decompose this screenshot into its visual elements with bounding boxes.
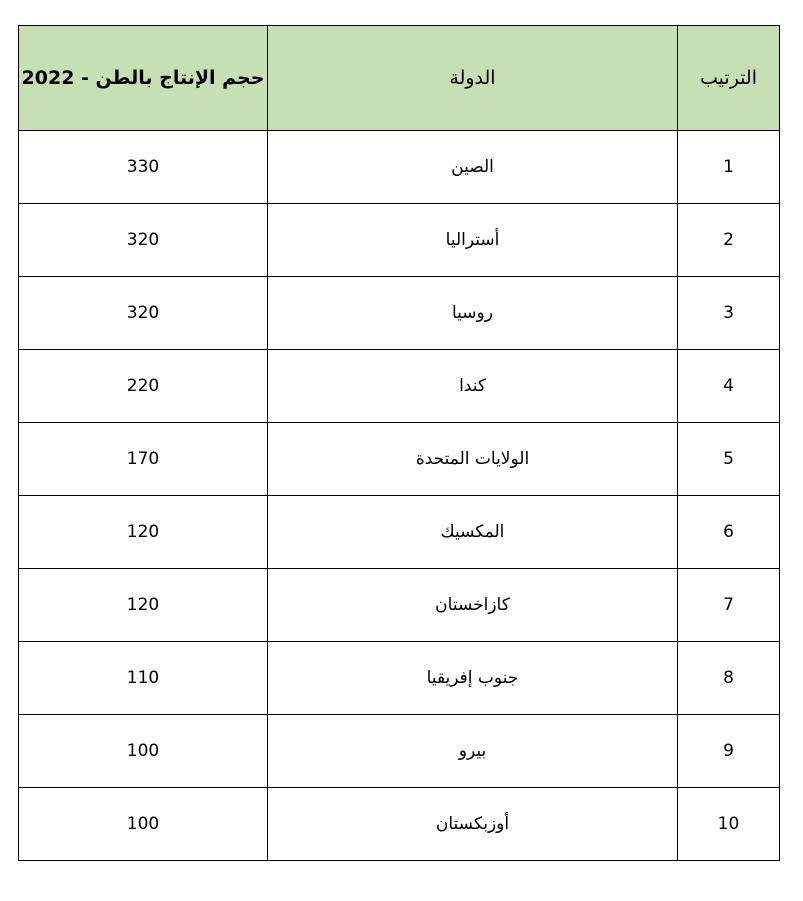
cell-rank: 8 — [678, 642, 780, 715]
table-row — [19, 715, 780, 788]
cell-volume: 110 — [19, 642, 268, 715]
table-row — [19, 569, 780, 642]
cell-rank: 3 — [678, 277, 780, 350]
cell-volume: 120 — [19, 496, 268, 569]
cell-country: أوزبكستان — [268, 788, 678, 861]
cell-rank: 6 — [678, 496, 780, 569]
cell-rank: 4 — [678, 350, 780, 423]
cell-volume: 220 — [19, 350, 268, 423]
production-table-container — [18, 25, 779, 861]
cell-country: كازاخستان — [268, 569, 678, 642]
header-rank: الترتيب — [678, 26, 780, 131]
cell-volume: 120 — [19, 569, 268, 642]
table-row — [19, 496, 780, 569]
table-row — [19, 350, 780, 423]
table-row — [19, 642, 780, 715]
cell-rank: 5 — [678, 423, 780, 496]
cell-country: جنوب إفريقيا — [268, 642, 678, 715]
cell-country: الولايات المتحدة — [268, 423, 678, 496]
cell-rank: 9 — [678, 715, 780, 788]
header-country: الدولة — [268, 26, 678, 131]
cell-rank: 10 — [678, 788, 780, 861]
cell-country: المكسيك — [268, 496, 678, 569]
cell-volume: 100 — [19, 788, 268, 861]
table-row — [19, 131, 780, 204]
cell-country: الصين — [268, 131, 678, 204]
cell-volume: 320 — [19, 277, 268, 350]
table-header-row — [19, 26, 780, 131]
cell-rank: 2 — [678, 204, 780, 277]
table-row — [19, 423, 780, 496]
cell-rank: 1 — [678, 131, 780, 204]
cell-rank: 7 — [678, 569, 780, 642]
cell-volume: 170 — [19, 423, 268, 496]
cell-country: أستراليا — [268, 204, 678, 277]
cell-country: روسيا — [268, 277, 678, 350]
gold-production-table — [18, 25, 780, 861]
table-row — [19, 788, 780, 861]
table-row — [19, 277, 780, 350]
cell-country: كندا — [268, 350, 678, 423]
cell-volume: 330 — [19, 131, 268, 204]
header-volume: حجم الإنتاج بالطن - 2022 — [19, 26, 268, 131]
table-row — [19, 204, 780, 277]
cell-volume: 100 — [19, 715, 268, 788]
cell-volume: 320 — [19, 204, 268, 277]
cell-country: بيرو — [268, 715, 678, 788]
